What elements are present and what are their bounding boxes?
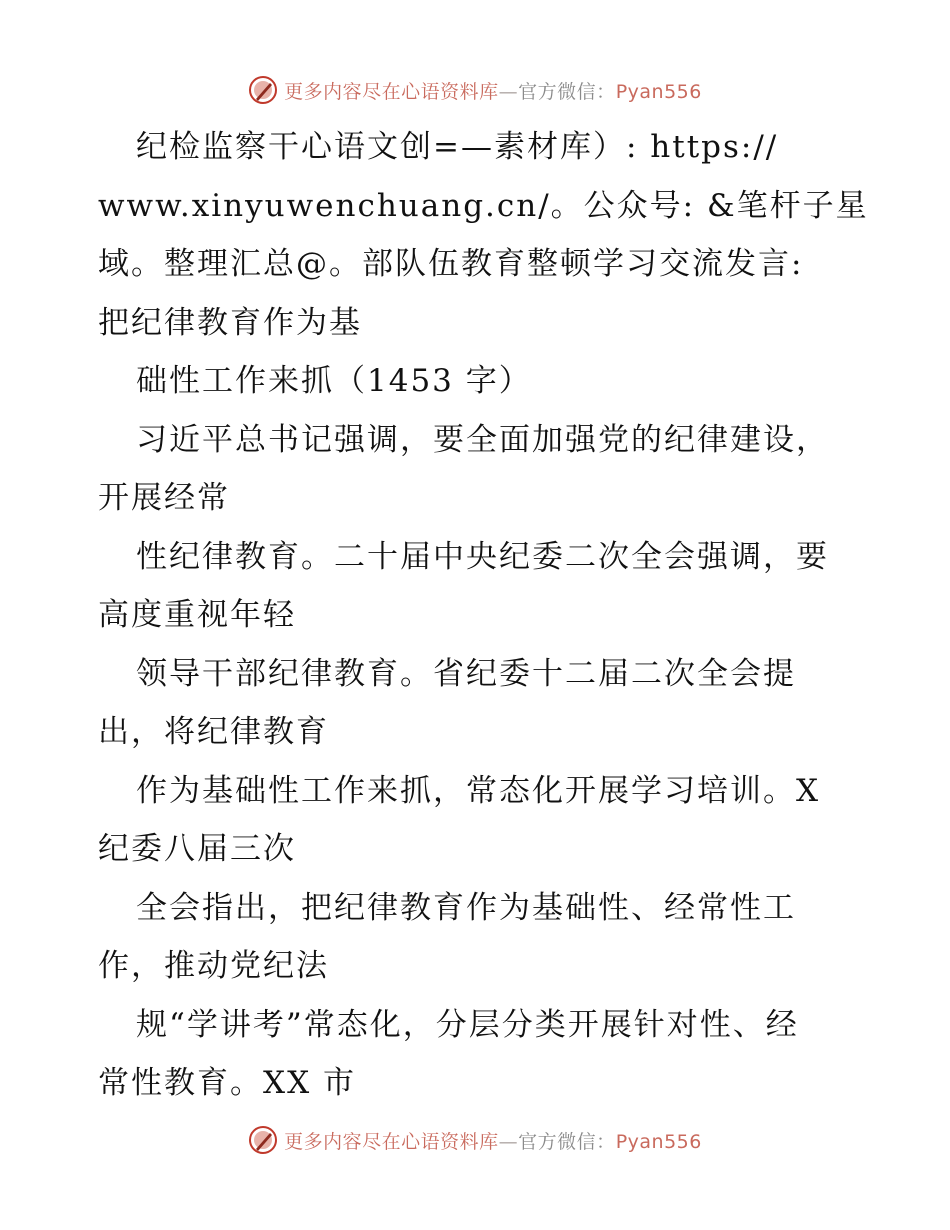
text-line: 领导干部纪律教育。省纪委十二届二次全会提	[136, 655, 796, 692]
text-line: 域。整理汇总@。部队伍教育整顿学习交流发言:	[98, 246, 804, 282]
text-line: 常性教育。XX 市	[98, 1065, 356, 1101]
header-watermark	[0, 72, 950, 108]
text-line: 纪委八届三次	[98, 831, 296, 867]
watermark-text: 更多内容尽在心语资料库—官方微信：Pyan556	[284, 1130, 702, 1153]
pen-logo-icon	[248, 75, 278, 105]
text-line: 高度重视年轻	[98, 597, 296, 633]
text-line: 把纪律教育作为基	[98, 304, 362, 341]
text-line: 规“学讲考”常态化，分层分类开展针对性、经	[136, 1006, 799, 1043]
document-body	[98, 118, 868, 1113]
footer-watermark	[0, 1122, 950, 1158]
text-line: 础性工作来抓（1453 字）	[136, 363, 532, 399]
pen-logo-icon	[248, 1125, 278, 1155]
text-line: 作，推动党纪法	[98, 948, 329, 984]
text-line: 性纪律教育。二十届中央纪委二次全会强调，要	[136, 538, 829, 575]
text-line: www.xinyuwenchuang.cn/。公众号: &笔杆子星	[98, 187, 869, 224]
text-line: 开展经常	[98, 480, 230, 516]
text-line: 出，将纪律教育	[98, 714, 329, 750]
text-line: 习近平总书记强调，要全面加强党的纪律建设，	[136, 421, 829, 458]
text-line: 纪检监察干心语文创=—素材库）: https://	[136, 129, 779, 165]
watermark-text: 更多内容尽在心语资料库—官方微信：Pyan556	[284, 80, 702, 103]
text-line: 作为基础性工作来抓，常态化开展学习培训。X	[136, 772, 821, 809]
text-line: 全会指出，把纪律教育作为基础性、经常性工	[136, 889, 796, 926]
